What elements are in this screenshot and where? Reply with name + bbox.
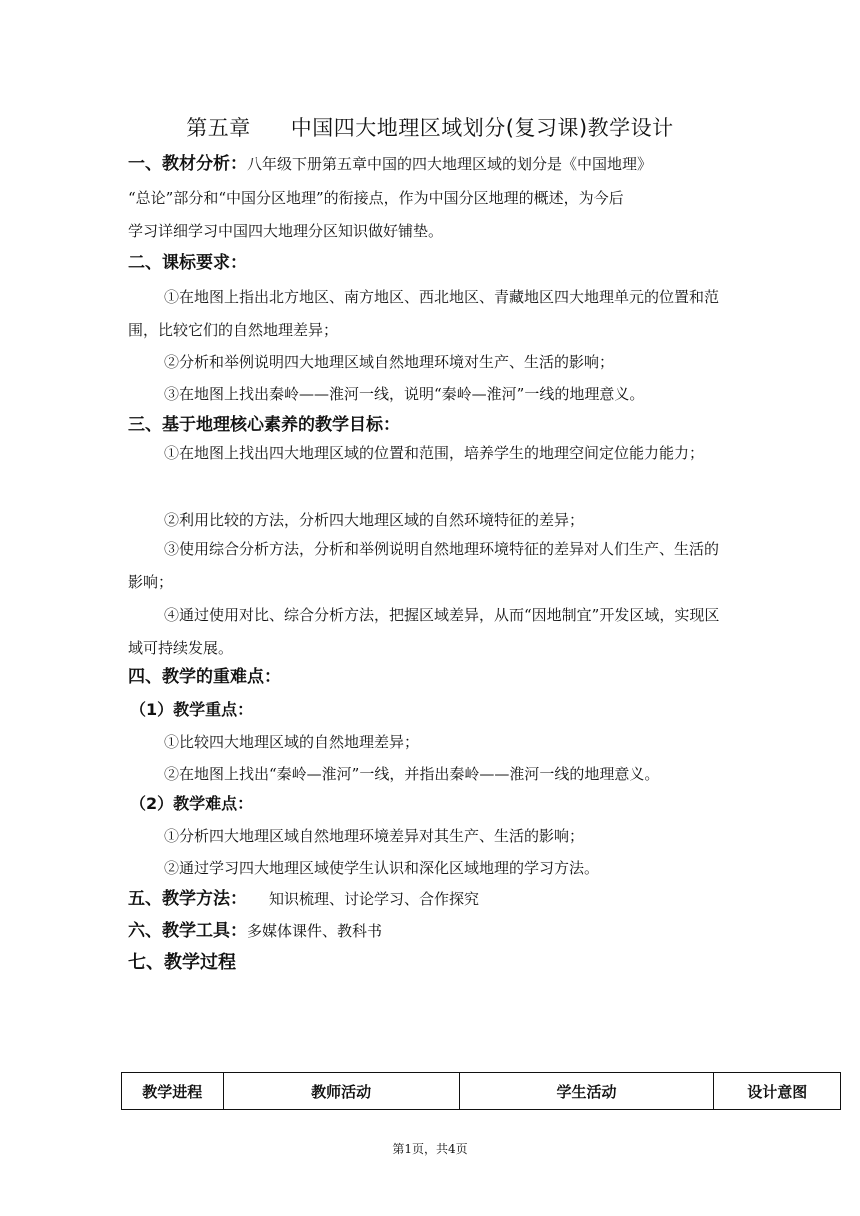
title-text: 中国四大地理区域划分(复习课)教学设计 — [290, 116, 674, 140]
table-header-row — [122, 1073, 841, 1110]
table-header-cell: 教学进程 — [122, 1073, 224, 1110]
section-6-heading: 六、教学工具： — [128, 921, 247, 941]
chapter-label: 第五章 — [186, 116, 251, 140]
section-5-heading: 五、教学方法： — [128, 889, 247, 909]
key-points-heading: （1）教学重点： — [130, 700, 254, 719]
difficult-point-2: ②通过学习四大地理区域使学生认识和深化区域地理的学习方法。 — [164, 859, 600, 877]
table-header-cell: 设计意图 — [714, 1073, 841, 1110]
section-6-line — [128, 918, 382, 944]
teaching-tools: 多媒体课件、教科书 — [247, 922, 383, 940]
table-header-cell: 学生活动 — [459, 1073, 714, 1110]
section-5-line — [128, 886, 479, 912]
key-point-1: ①比较四大地理区域的自然地理差异； — [164, 733, 420, 751]
key-point-2: ②在地图上找出“秦岭—淮河”一线，并指出秦岭——淮河一线的地理意义。 — [164, 765, 660, 783]
section-1-line-1 — [128, 151, 732, 177]
section-1-text-2: “总论”部分和“中国分区地理”的衔接点，作为中国分区地理的概述，为今后 — [128, 189, 624, 207]
document-title — [0, 112, 860, 142]
section-1-text-1: 八年级下册第五章中国的四大地理区域的划分是《中国地理》 — [247, 155, 653, 173]
page-footer: 第1页，共4页 — [392, 1142, 468, 1156]
difficult-points-heading: （2）教学难点： — [130, 794, 254, 813]
section-3-heading: 三、基于地理核心素养的教学目标： — [128, 415, 400, 435]
section-2-item-2: ②分析和举例说明四大地理区域自然地理环境对生产、生活的影响； — [164, 353, 615, 371]
section-3-item-4: ④通过使用对比、综合分析方法，把握区域差异，从而“因地制宜”开发区域，实现区域可持续发展。 — [128, 606, 720, 657]
teaching-process-table — [121, 1072, 841, 1110]
difficult-point-1: ①分析四大地理区域自然地理环境差异对其生产、生活的影响； — [164, 827, 585, 845]
section-3-item-2: ②利用比较的方法，分析四大地理区域的自然环境特征的差异； — [164, 511, 585, 529]
section-3-item-1: ①在地图上找出四大地理区域的位置和范围，培养学生的地理空间定位能力能力； — [164, 444, 705, 462]
section-1-text-3: 学习详细学习中国四大地理分区知识做好铺垫。 — [128, 222, 444, 240]
section-1-heading: 一、教材分析： — [128, 154, 247, 174]
section-7-heading: 七、教学过程 — [128, 952, 236, 973]
section-2-item-3: ③在地图上找出秦岭——淮河一线，说明“秦岭—淮河”一线的地理意义。 — [164, 385, 645, 403]
section-3-item-3: ③使用综合分析方法，分析和举例说明自然地理环境特征的差异对人们生产、生活的影响； — [128, 540, 720, 591]
teaching-methods: 知识梳理、讨论学习、合作探究 — [269, 890, 480, 908]
section-2-heading: 二、课标要求： — [128, 253, 247, 273]
section-4-heading: 四、教学的重难点： — [128, 667, 281, 687]
table-header-cell: 教师活动 — [223, 1073, 459, 1110]
section-2-item-1: ①在地图上指出北方地区、南方地区、西北地区、青藏地区四大地理单元的位置和范围，比较它们的自然地理差异； — [128, 288, 720, 339]
